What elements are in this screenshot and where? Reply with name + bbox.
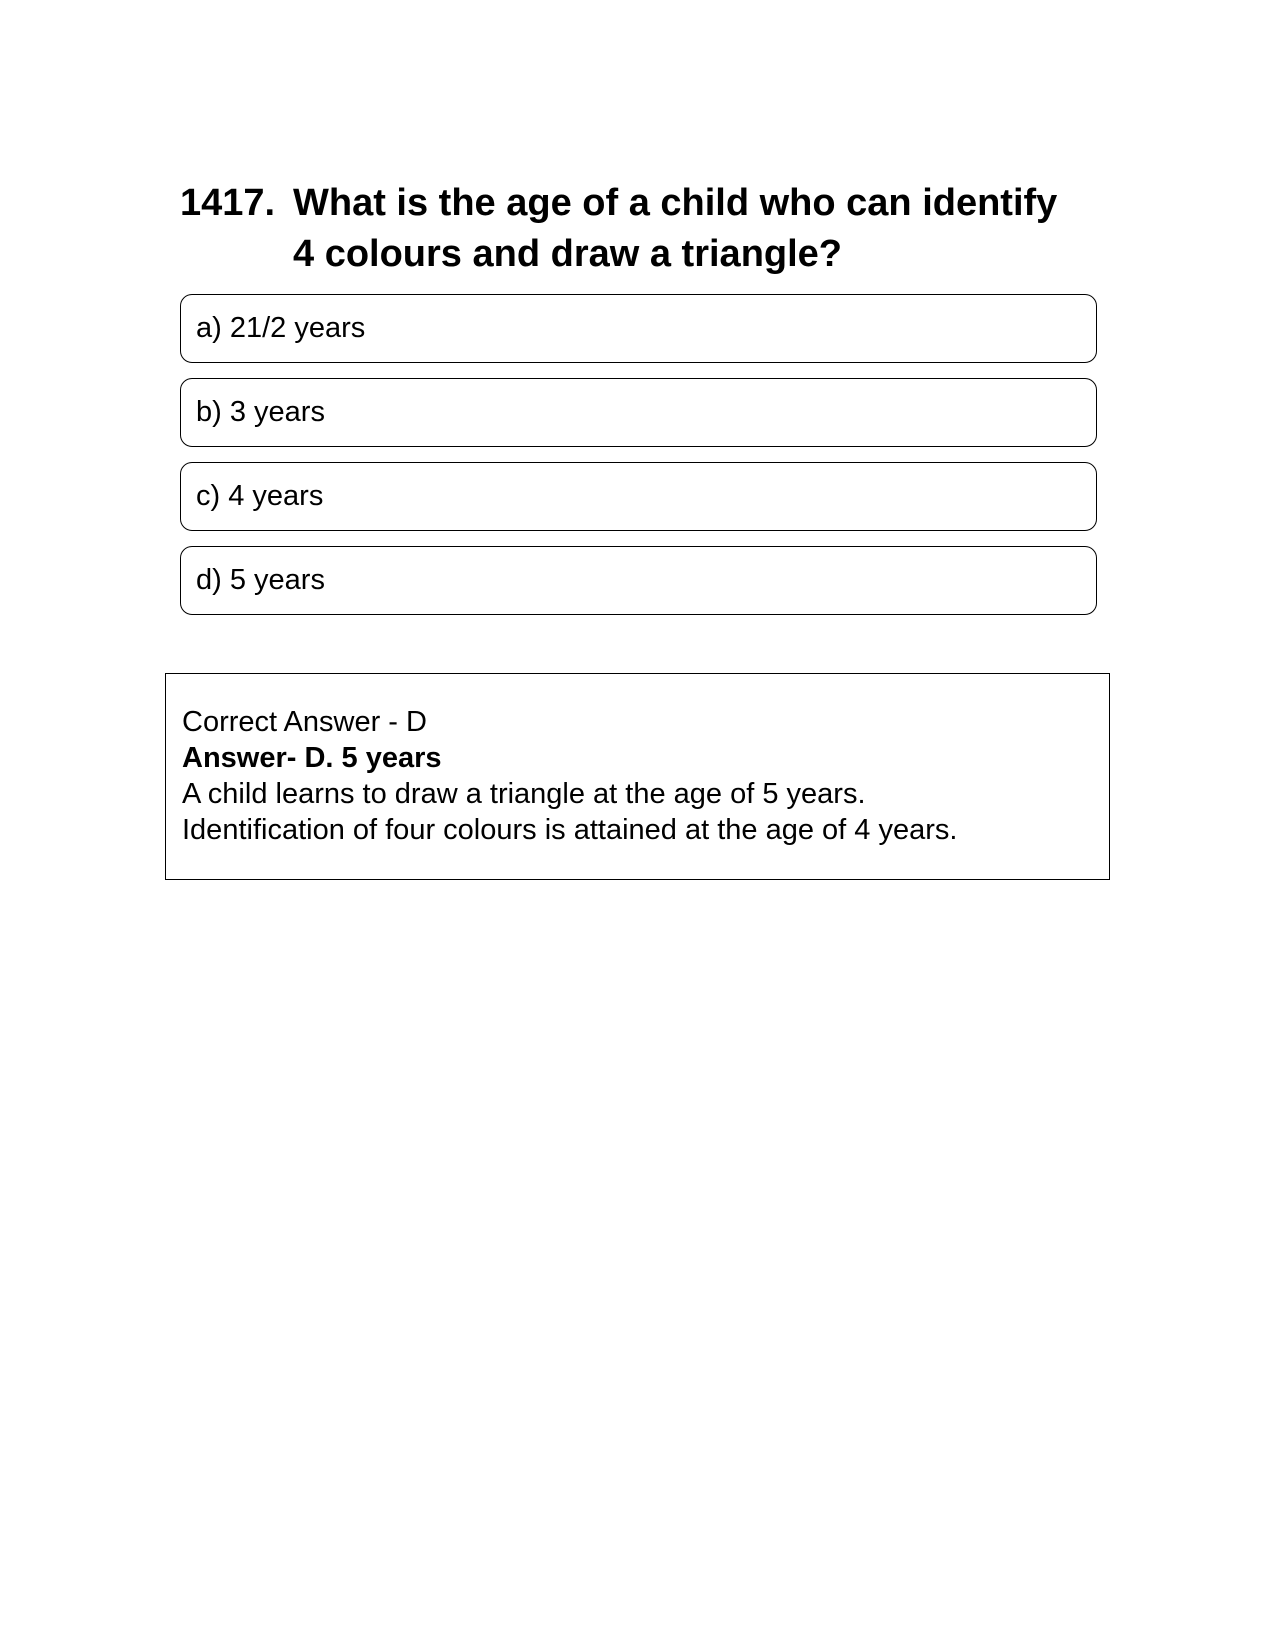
option-b[interactable] [180,378,1097,447]
answer-line: Answer- D. 5 years [182,742,442,774]
options-list [180,294,1097,630]
option-a[interactable] [180,294,1097,363]
explanation-line-1: A child learns to draw a triangle at the age of 5 years. [182,778,866,810]
answer-box [165,673,1110,880]
question-text: What is the age of a child who can identify 4 colours and draw a triangle? [293,182,1058,275]
option-d-label: d) 5 years [196,564,325,596]
option-c[interactable] [180,462,1097,531]
correct-answer-line: Correct Answer - D [182,706,427,738]
option-a-label: a) 21/2 years [196,312,366,344]
option-c-label: c) 4 years [196,480,324,512]
question-heading [180,178,1080,280]
option-d[interactable] [180,546,1097,615]
explanation-line-2: Identification of four colours is attained at the age of 4 years. [182,814,958,846]
option-b-label: b) 3 years [196,396,325,428]
question-number: 1417. [180,182,276,224]
